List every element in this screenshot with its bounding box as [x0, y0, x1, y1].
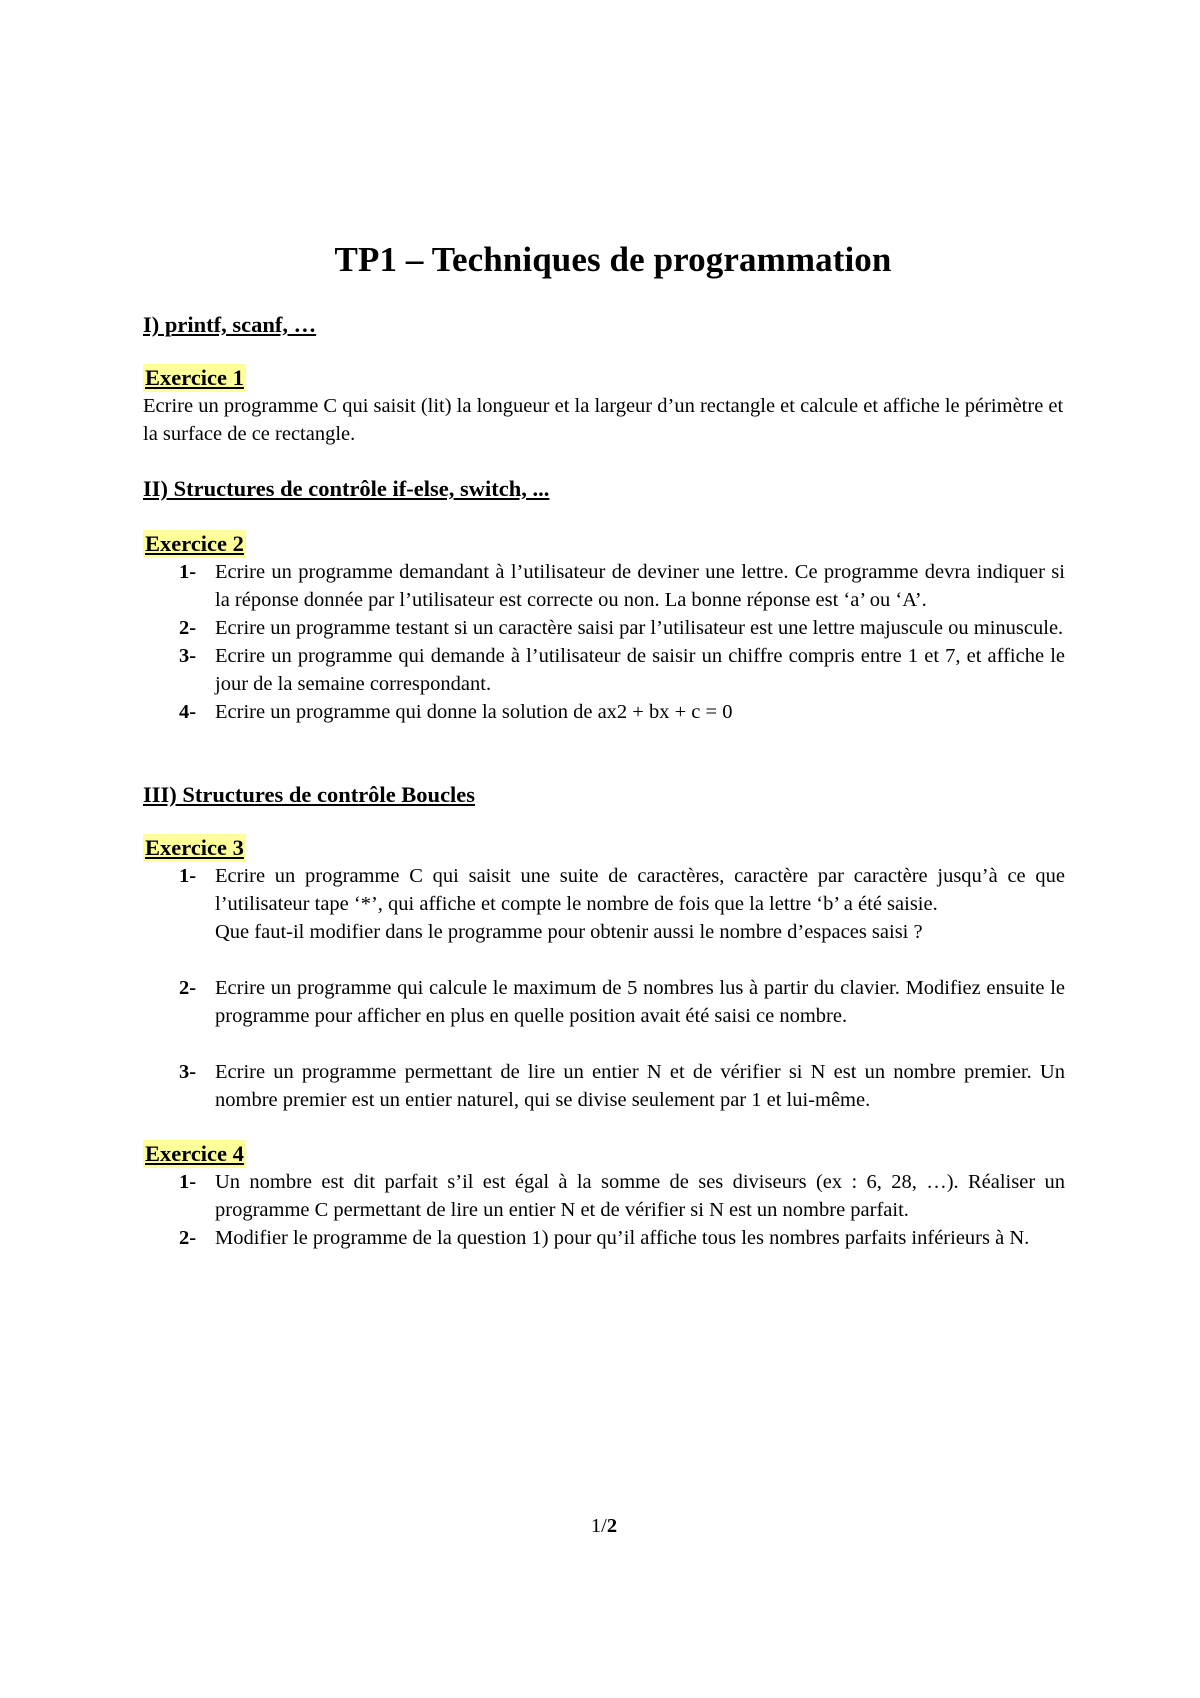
list-item — [143, 614, 1065, 642]
page-total: 2 — [606, 1515, 618, 1537]
document-content — [143, 240, 1065, 1252]
item-number: 4- — [179, 701, 197, 723]
page-number — [0, 1512, 1200, 1540]
exercise-list — [143, 558, 1065, 726]
list-item — [143, 558, 1065, 614]
exercise-list — [143, 862, 1065, 1114]
list-item — [143, 1224, 1065, 1252]
list-item — [143, 862, 1065, 946]
exercise-2 — [143, 530, 1065, 726]
exercise-list — [143, 1168, 1065, 1252]
exercise-title: Exercice 1 — [145, 365, 244, 390]
item-text: Modifier le programme de la question 1) pour qu’il affiche tous les nombres parfaits inférieurs à N. — [215, 1227, 1030, 1249]
list-item — [143, 1058, 1065, 1114]
item-number: 2- — [179, 617, 197, 639]
item-text: Ecrire un programme testant si un caractère saisi par l’utilisateur est une lettre majuscule ou minuscule. — [215, 617, 1064, 639]
item-number: 1- — [179, 561, 197, 583]
item-number: 3- — [179, 645, 197, 667]
exercise-1 — [143, 364, 1065, 448]
item-text: Ecrire un programme C qui saisit une suite de caractères, caractère par caractère jusqu’à ce que l’utilisateur tape ‘*’, qui affiche et compte le nombre de fois que la lettre ‘b’ a été saisie. — [215, 865, 1065, 915]
list-item — [143, 974, 1065, 1030]
item-text: Ecrire un programme qui donne la solution de ax2 + bx + c = 0 — [215, 701, 733, 723]
list-item — [143, 1168, 1065, 1224]
item-followup-question: Que faut-il modifier dans le programme pour obtenir aussi le nombre d’espaces saisi ? — [215, 921, 923, 943]
list-item — [143, 642, 1065, 698]
item-text: Ecrire un programme qui demande à l’utilisateur de saisir un chiffre compris entre 1 et 7, et affiche le jour de la semaine correspondant. — [215, 645, 1065, 695]
exercise-title: Exercice 3 — [145, 835, 244, 860]
list-item — [143, 698, 1065, 726]
item-number: 1- — [179, 1171, 197, 1193]
exercise-title: Exercice 4 — [145, 1141, 244, 1166]
item-text: Ecrire un programme demandant à l’utilisateur de deviner une lettre. Ce programme devra indiquer si la réponse donnée par l’utilisateur est correcte ou non. La bonne réponse est ‘a’ ou ‘A’. — [215, 561, 1065, 611]
item-number: 2- — [179, 1227, 197, 1249]
page-title: TP1 – Techniques de programmation — [334, 240, 892, 279]
item-text: Ecrire un programme permettant de lire un entier N et de vérifier si N est un nombre premier. Un nombre premier est un entier naturel, qui se divise seulement par 1 et lui-même. — [215, 1061, 1065, 1111]
section-heading-3: III) Structures de contrôle Boucles — [143, 782, 476, 807]
section-heading-1: I) printf, scanf, … — [143, 312, 317, 337]
exercise-3 — [143, 834, 1065, 1114]
item-number: 1- — [179, 865, 197, 887]
exercise-title: Exercice 2 — [145, 531, 244, 556]
item-number: 2- — [179, 977, 197, 999]
page-current: 1/ — [590, 1515, 607, 1537]
item-number: 3- — [179, 1061, 197, 1083]
exercise-4 — [143, 1140, 1065, 1252]
exercise-text: Ecrire un programme C qui saisit (lit) la longueur et la largeur d’un rectangle et calcule et affiche le périmètre et la surface de ce rectangle. — [143, 395, 1064, 445]
item-text: Un nombre est dit parfait s’il est égal à la somme de ses diviseurs (ex : 6, 28, …). Réaliser un programme C permettant de lire un entier N et de vérifier si N est un nombre parfait. — [215, 1171, 1065, 1221]
section-heading-2: II) Structures de contrôle if-else, switch, ... — [143, 476, 550, 501]
item-text: Ecrire un programme qui calcule le maximum de 5 nombres lus à partir du clavier. Modifiez ensuite le programme pour afficher en plus en quelle position avait été saisi ce nombre. — [215, 977, 1065, 1027]
